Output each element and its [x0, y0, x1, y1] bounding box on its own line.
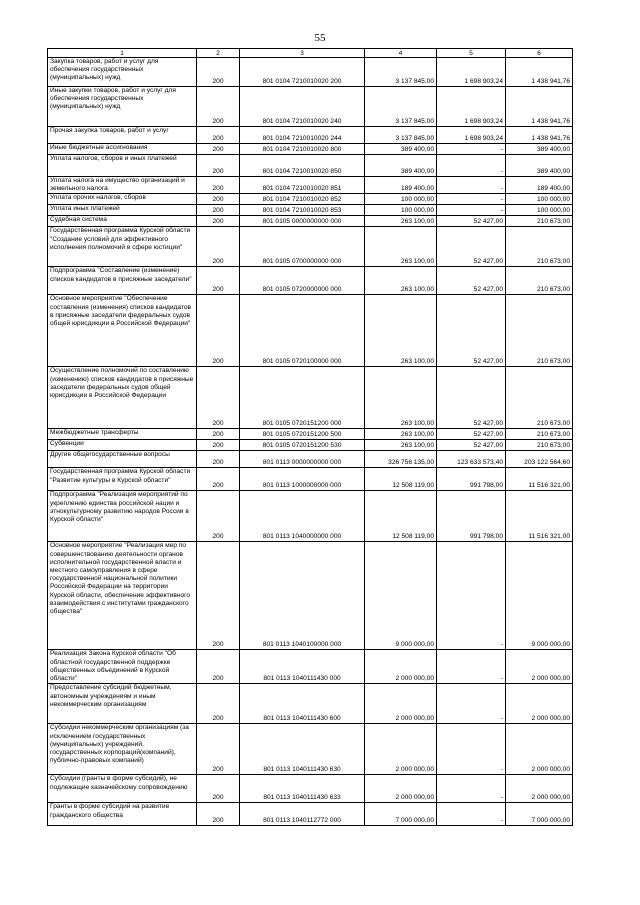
row-name: Государственная программа Курской области "Создание условий для эффективного исполнения полномочий в сфере юстиции"	[48, 227, 197, 267]
row-value-col6: 11 516 321,00	[506, 468, 573, 491]
row-value-col6: 2 000 000,00	[506, 724, 573, 775]
row-code: 200	[197, 440, 240, 451]
row-value-col6: 210 673,00	[506, 440, 573, 451]
row-value-col6: 203 122 564,60	[506, 451, 573, 468]
row-code: 200	[197, 194, 240, 205]
row-value-col5: 52 427,00	[437, 216, 506, 227]
row-value-col5: 1 698 903,24	[437, 87, 506, 127]
row-value-col4: 263 100,00	[365, 216, 437, 227]
row-value-col4: 2 000 000,00	[365, 775, 437, 803]
table-row	[48, 295, 573, 367]
row-name: Реализация Закона Курской области "Об областной государственной поддержке общественных объединений в Курской области"	[48, 650, 197, 684]
row-code: 200	[197, 650, 240, 684]
row-name: Основное мероприятие "Реализация мер по совершенствованию деятельности органов исполнительной государственной власти и местного самоуправления в сфере государственной национальной политики Российской Федерации на территории Курской области, обеспечение эффективного взаимодействия с институтами гражданского общества"	[48, 542, 197, 650]
row-value-col6: 210 673,00	[506, 227, 573, 267]
row-classification-code: 801 0104 7210010020 852	[240, 194, 365, 205]
row-value-col5: 52 427,00	[437, 440, 506, 451]
table-row	[48, 803, 573, 826]
row-value-col6: 389 400,00	[506, 144, 573, 155]
table-row	[48, 440, 573, 451]
row-value-col6: 2 000 000,00	[506, 775, 573, 803]
row-code: 200	[197, 155, 240, 177]
row-value-col5: -	[437, 775, 506, 803]
row-value-col5: 1 698 903,24	[437, 58, 506, 87]
table-row	[48, 205, 573, 216]
row-classification-code: 801 0113 0000000000 000	[240, 451, 365, 468]
row-name: Предоставление субсидий бюджетным, автономным учреждениям и иным некоммерческим организациям	[48, 684, 197, 724]
row-classification-code: 801 0105 0720151200 000	[240, 367, 365, 429]
row-code: 200	[197, 775, 240, 803]
row-value-col5: 52 427,00	[437, 295, 506, 367]
row-name: Уплата налогов, сборов и иных платежей	[48, 155, 197, 177]
column-header-2: 2	[197, 49, 240, 58]
row-value-col4: 2 000 000,00	[365, 724, 437, 775]
row-name: Иные закупки товаров, работ и услуг для обеспечения государственных (муниципальных) нужд	[48, 87, 197, 127]
row-name: Уплата прочих налогов, сборов	[48, 194, 197, 205]
row-classification-code: 801 0104 7210010020 244	[240, 127, 365, 144]
row-name: Субвенции	[48, 440, 197, 451]
row-value-col4: 263 100,00	[365, 227, 437, 267]
row-value-col5: -	[437, 177, 506, 194]
row-value-col6: 11 516 321,00	[506, 491, 573, 542]
table-row	[48, 87, 573, 127]
table-row	[48, 155, 573, 177]
row-code: 200	[197, 177, 240, 194]
row-value-col5: -	[437, 205, 506, 216]
row-name: Уплата иных платежей	[48, 205, 197, 216]
row-value-col6: 210 673,00	[506, 267, 573, 295]
row-value-col5: 991 798,00	[437, 491, 506, 542]
row-classification-code: 801 0113 1000000000 000	[240, 468, 365, 491]
row-name: Уплата налога на имущество организаций и земельного налога	[48, 177, 197, 194]
row-value-col6: 2 000 000,00	[506, 650, 573, 684]
table-row	[48, 227, 573, 267]
row-code: 200	[197, 58, 240, 87]
row-value-col6: 100 000,00	[506, 205, 573, 216]
row-value-col4: 326 756 135,00	[365, 451, 437, 468]
table-row	[48, 650, 573, 684]
row-value-col4: 7 000 000,00	[365, 803, 437, 826]
row-code: 200	[197, 144, 240, 155]
row-classification-code: 801 0104 7210010020 800	[240, 144, 365, 155]
table-row	[48, 775, 573, 803]
row-value-col6: 9 000 000,00	[506, 542, 573, 650]
row-value-col4: 100 000,00	[365, 194, 437, 205]
row-name: Государственная программа Курской области "Развитие культуры в Курской области"	[48, 468, 197, 491]
row-name: Гранты в форме субсидий на развитие гражданского общества	[48, 803, 197, 826]
table-row	[48, 491, 573, 542]
row-value-col4: 263 100,00	[365, 295, 437, 367]
row-value-col5: 52 427,00	[437, 227, 506, 267]
row-value-col5: -	[437, 803, 506, 826]
row-value-col5: -	[437, 684, 506, 724]
row-value-col6: 389 400,00	[506, 155, 573, 177]
row-code: 200	[197, 429, 240, 440]
row-classification-code: 801 0113 1040111430 600	[240, 684, 365, 724]
row-name: Межбюджетные трансферты	[48, 429, 197, 440]
row-name: Субсидии (гранты в форме субсидий), не подлежащие казначейскому сопровождению	[48, 775, 197, 803]
row-code: 200	[197, 267, 240, 295]
row-code: 200	[197, 468, 240, 491]
row-value-col4: 2 000 000,00	[365, 650, 437, 684]
table-row	[48, 58, 573, 87]
row-code: 200	[197, 803, 240, 826]
row-value-col4: 263 100,00	[365, 267, 437, 295]
row-value-col4: 9 000 000,00	[365, 542, 437, 650]
row-classification-code: 801 0104 7210010020 240	[240, 87, 365, 127]
row-value-col4: 389 400,00	[365, 144, 437, 155]
row-name: Другие общегосударственные вопросы	[48, 451, 197, 468]
column-header-6: 6	[506, 49, 573, 58]
row-value-col6: 189 400,00	[506, 177, 573, 194]
row-code: 200	[197, 87, 240, 127]
row-name: Осуществление полномочий по составлению (изменению) списков кандидатов в присяжные заседатели федеральных судов общей юрисдикции в Российской Федерации	[48, 367, 197, 429]
column-number-row	[48, 49, 573, 58]
row-classification-code: 801 0105 0000000000 000	[240, 216, 365, 227]
row-classification-code: 801 0105 0720151200 530	[240, 440, 365, 451]
column-header-1: 1	[48, 49, 197, 58]
row-value-col6: 1 438 941,76	[506, 127, 573, 144]
row-code: 200	[197, 227, 240, 267]
row-value-col6: 100 000,00	[506, 194, 573, 205]
row-name: Субсидии некоммерческим организациям (за исключением государственных (муниципальных) учреждений, государственных корпораций(компаний), публично-правовых компаний)	[48, 724, 197, 775]
row-value-col6: 210 673,00	[506, 216, 573, 227]
row-code: 200	[197, 205, 240, 216]
row-name: Подпрограмма "Составление (изменение) списков кандидатов в присяжные заседатели"	[48, 267, 197, 295]
row-code: 200	[197, 451, 240, 468]
row-value-col5: 123 633 573,40	[437, 451, 506, 468]
row-value-col5: 52 427,00	[437, 367, 506, 429]
row-code: 200	[197, 127, 240, 144]
row-value-col5: 52 427,00	[437, 429, 506, 440]
row-value-col5: -	[437, 542, 506, 650]
row-value-col4: 263 100,00	[365, 440, 437, 451]
row-value-col4: 12 508 119,00	[365, 491, 437, 542]
row-name: Иные бюджетные ассигнования	[48, 144, 197, 155]
row-code: 200	[197, 491, 240, 542]
row-value-col6: 210 673,00	[506, 429, 573, 440]
table-row	[48, 367, 573, 429]
row-classification-code: 801 0105 0720151200 500	[240, 429, 365, 440]
row-value-col5: 991 798,00	[437, 468, 506, 491]
table-row	[48, 468, 573, 491]
row-name: Закупка товаров, работ и услуг для обеспечения государственных (муниципальных) нужд	[48, 58, 197, 87]
row-value-col4: 263 100,00	[365, 429, 437, 440]
table-row	[48, 177, 573, 194]
row-value-col6: 7 000 000,00	[506, 803, 573, 826]
row-classification-code: 801 0104 7210010020 850	[240, 155, 365, 177]
table-row	[48, 451, 573, 468]
row-value-col5: -	[437, 144, 506, 155]
table-row	[48, 429, 573, 440]
row-name: Судебная система	[48, 216, 197, 227]
column-header-4: 4	[365, 49, 437, 58]
table-row	[48, 216, 573, 227]
column-header-3: 3	[240, 49, 365, 58]
row-value-col4: 3 137 845,00	[365, 127, 437, 144]
row-value-col4: 189 400,00	[365, 177, 437, 194]
row-name: Прочая закупка товаров, работ и услуг	[48, 127, 197, 144]
row-value-col4: 2 000 000,00	[365, 684, 437, 724]
row-classification-code: 801 0104 7210010020 853	[240, 205, 365, 216]
row-classification-code: 801 0113 1040112772 000	[240, 803, 365, 826]
row-classification-code: 801 0113 1040100000 000	[240, 542, 365, 650]
table-row	[48, 267, 573, 295]
column-header-5: 5	[437, 49, 506, 58]
row-classification-code: 801 0105 0700000000 000	[240, 227, 365, 267]
row-value-col6: 2 000 000,00	[506, 684, 573, 724]
row-classification-code: 801 0104 7210010020 851	[240, 177, 365, 194]
row-value-col6: 210 673,00	[506, 295, 573, 367]
row-value-col4: 3 137 845,00	[365, 58, 437, 87]
row-value-col4: 12 508 119,00	[365, 468, 437, 491]
row-classification-code: 801 0105 0720000000 000	[240, 267, 365, 295]
row-value-col5: 1 698 903,24	[437, 127, 506, 144]
budget-table	[47, 48, 573, 826]
row-value-col5: -	[437, 724, 506, 775]
table-row	[48, 684, 573, 724]
row-classification-code: 801 0113 1040111430 000	[240, 650, 365, 684]
table-row	[48, 724, 573, 775]
row-value-col6: 1 438 941,76	[506, 58, 573, 87]
row-code: 200	[197, 684, 240, 724]
row-name: Основное мероприятие "Обеспечение составления (изменения) списков кандидатов в присяжные заседатели федеральных судов общей юрисдикции в Российской Федерации"	[48, 295, 197, 367]
row-value-col6: 210 673,00	[506, 367, 573, 429]
row-value-col4: 100 000,00	[365, 205, 437, 216]
table-row	[48, 194, 573, 205]
row-name: Подпрограмма "Реализация мероприятий по укреплению единства российской нации и этнокультурному развитию народов России в Курской области"	[48, 491, 197, 542]
row-value-col5: -	[437, 194, 506, 205]
row-classification-code: 801 0113 1040111430 630	[240, 724, 365, 775]
row-value-col5: -	[437, 650, 506, 684]
row-value-col6: 1 438 941,76	[506, 87, 573, 127]
row-classification-code: 801 0105 0720100000 000	[240, 295, 365, 367]
row-classification-code: 801 0113 1040000000 000	[240, 491, 365, 542]
row-value-col5: 52 427,00	[437, 267, 506, 295]
row-value-col5: -	[437, 155, 506, 177]
row-code: 200	[197, 367, 240, 429]
row-classification-code: 801 0104 7210010020 200	[240, 58, 365, 87]
row-code: 200	[197, 542, 240, 650]
row-classification-code: 801 0113 1040111430 633	[240, 775, 365, 803]
row-value-col4: 263 100,00	[365, 367, 437, 429]
page-number: 55	[314, 32, 326, 44]
table-row	[48, 127, 573, 144]
row-code: 200	[197, 216, 240, 227]
row-code: 200	[197, 295, 240, 367]
row-code: 200	[197, 724, 240, 775]
table-row	[48, 542, 573, 650]
table-row	[48, 144, 573, 155]
row-value-col4: 3 137 845,00	[365, 87, 437, 127]
row-value-col4: 389 400,00	[365, 155, 437, 177]
